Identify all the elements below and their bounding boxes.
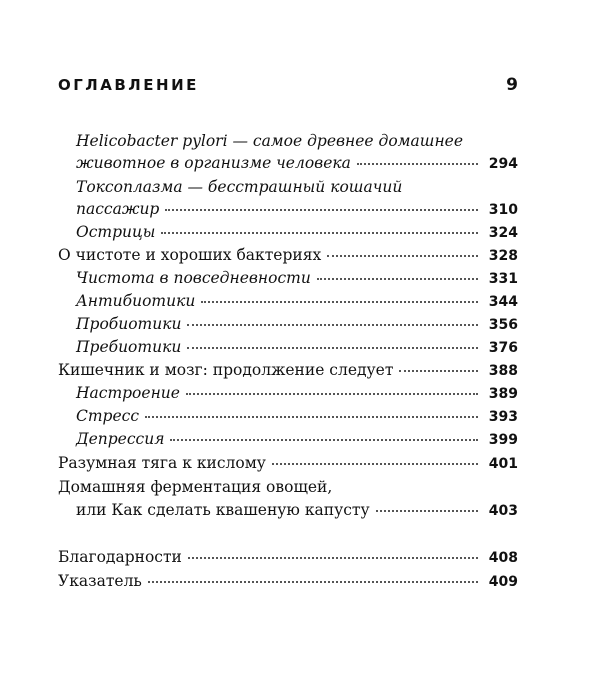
toc-entry-sour-craving[interactable]: Разумная тяга к кислому 401	[58, 452, 518, 474]
toc-page-number: 324	[488, 225, 518, 241]
toc-page-number: 403	[488, 503, 518, 519]
toc-entry-toxoplasma[interactable]: пассажир 310	[58, 198, 518, 220]
toc-page-number: 356	[488, 317, 518, 333]
toc-entry-toxoplasma-line1: Токсоплазма — бесстрашный кошачий	[76, 178, 403, 196]
toc-entry-index[interactable]: Указатель 409	[58, 570, 518, 592]
leader-dots	[327, 255, 478, 257]
toc-page-number: 399	[488, 432, 518, 448]
toc-entry-everyday-cleanliness[interactable]: Чистота в повседневности 331	[58, 267, 518, 289]
leader-dots	[376, 510, 478, 512]
toc-page-number: 401	[488, 456, 518, 472]
leader-dots	[201, 301, 478, 303]
toc-entry-gut-and-brain[interactable]: Кишечник и мозг: продолжение следует 388	[58, 359, 518, 381]
toc-page-number: 376	[488, 340, 518, 356]
toc-page-number: 393	[488, 409, 518, 425]
toc-entry-pinworms[interactable]: Острицы 324	[58, 221, 518, 243]
leader-dots	[357, 163, 478, 165]
toc-entry-helicobacter[interactable]: животное в организме человека 294	[58, 152, 518, 174]
page-header	[58, 75, 518, 95]
toc-entry-fermentation[interactable]: или Как сделать квашеную капусту 403	[58, 499, 518, 521]
toc-page-number: 294	[488, 156, 518, 172]
toc-page-number: 310	[488, 202, 518, 218]
leader-dots	[145, 416, 478, 418]
toc-entry-stress[interactable]: Стресс 393	[58, 405, 518, 427]
toc-page-number: 328	[488, 248, 518, 264]
toc-page-number: 331	[488, 271, 518, 287]
page-number: 9	[506, 75, 518, 95]
toc-entry-probiotics[interactable]: Пробиотики 356	[58, 313, 518, 335]
leader-dots	[148, 581, 478, 583]
toc-page-number: 344	[488, 294, 518, 310]
toc-page-number: 409	[488, 574, 518, 590]
toc-entry-helicobacter-line1: Helicobacter pylori — самое древнее домашнее	[76, 132, 464, 150]
toc-entry-depression[interactable]: Депрессия 399	[58, 428, 518, 450]
leader-dots	[188, 557, 478, 559]
toc-entry-acknowledgements[interactable]: Благодарности 408	[58, 546, 518, 568]
leader-dots	[399, 370, 478, 372]
toc-entry-antibiotics[interactable]: Антибиотики 344	[58, 290, 518, 312]
leader-dots	[187, 324, 478, 326]
leader-dots	[170, 439, 478, 441]
leader-dots	[186, 393, 478, 395]
leader-dots	[161, 232, 478, 234]
toc-entry-prebiotics[interactable]: Пребиотики 376	[58, 336, 518, 358]
toc-entry-mood[interactable]: Настроение 389	[58, 382, 518, 404]
leader-dots	[187, 347, 478, 349]
toc-page-number: 408	[488, 550, 518, 566]
toc-title: ОГЛАВЛЕНИЕ	[58, 76, 199, 94]
leader-dots	[272, 463, 478, 465]
leader-dots	[165, 209, 478, 211]
leader-dots	[317, 278, 478, 280]
toc-page-number: 389	[488, 386, 518, 402]
toc-page-number: 388	[488, 363, 518, 379]
toc-entry-fermentation-line1: Домашняя ферментация овощей,	[58, 478, 333, 496]
toc-entry-cleanliness[interactable]: О чистоте и хороших бактериях 328	[58, 244, 518, 266]
